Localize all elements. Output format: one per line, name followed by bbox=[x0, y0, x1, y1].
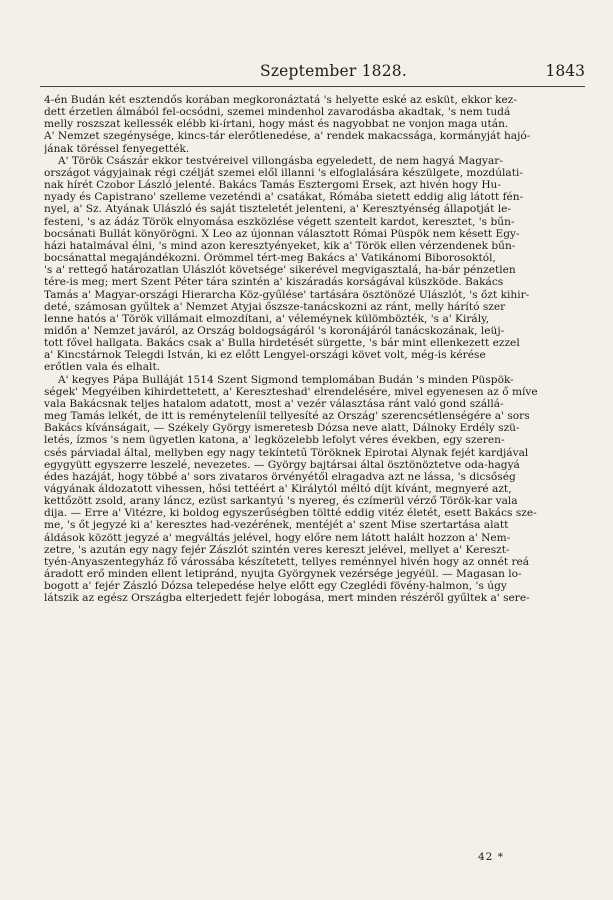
running-header bbox=[40, 62, 585, 86]
text-line: nyady és Capistrano' szelleme vezeténdi a' csatákat, Rómába sietett eddig alig látott fén- bbox=[44, 191, 524, 204]
text-line: zetre, 's azután egy nagy fejér Zászlót szintén veres kereszt jelével, mellyet a' Kereszt- bbox=[44, 543, 510, 556]
text-line: Tamás a' Magyar-országi Hierarcha Köz-gyűlése' tartására ösztönözé Ulászlót, 's őzt kihir- bbox=[44, 288, 530, 301]
text-line: a' Kincstárnok Telegdi István, ki ez előtt Lengyel-országi követ volt, még-is kérése bbox=[44, 349, 486, 362]
text-line: A' Nemzet szegénysége, kincs-tár elerőtlenedése, a' rendek makacssága, kormányját hajó- bbox=[44, 130, 531, 143]
text-line: országot vágyjainak régi czélját szemei elől illanni 's elfoglalására készülgete, mozdúlati- bbox=[44, 166, 523, 179]
text-line: meg Tamás lelkét, de itt is reményteleníil tellyesíté az Ország' szerencsétlenségére a' sors bbox=[44, 410, 530, 423]
text-line: áradott erő minden ellent letipránd, nyujta Györgynek vezérsége jegyéül. — Magasan lo- bbox=[44, 568, 522, 581]
header-rule bbox=[40, 86, 585, 87]
text-line: vágyának áldozatott vihessen, hősi tettéért a' Királytól méltó díjt kívánt, megnyeré azt, bbox=[44, 483, 512, 495]
text-line: tyén-Anyaszentegyház fő várossába készítetett, tellyes reménnyel hivén hogy az onnét reá bbox=[44, 555, 530, 568]
text-line: csés párviadal által, mellyben egy nagy tekíntetű Töröknek Epirotai Alynak fejét kardjával bbox=[44, 446, 529, 459]
paragraph bbox=[44, 94, 589, 155]
text-line: Bakács kívánságait, — Székely György ismeretesb Dózsa neve alatt, Dálnoky Erdély szü- bbox=[44, 422, 520, 435]
text-line: dija. — Erre a' Vitézre, ki boldog egyszerűségben töltté eddig vitéz életét, esett Bakács sze- bbox=[44, 507, 537, 520]
text-line: erőtlen vala és elhalt. bbox=[44, 361, 161, 374]
text-line: lenne hatós a' Török villámait elmozdítani, a' véleméynek külömbözték, 's a' Király, bbox=[44, 312, 490, 325]
text-line: festeni, 's az ádáz Török elnyomása eszközlése végett szentelt kardot, keresztet, 's bűn- bbox=[44, 215, 515, 228]
paragraph bbox=[44, 374, 589, 605]
text-line: tére-is meg; mert Szent Péter tára szintén a' kiszáradás korságával küszköde. Bakács bbox=[44, 276, 504, 289]
text-line: édes hazáját, hogy többé a' sors zivataros örvényétől elragadva azt ne lássa, 's dicsőség bbox=[44, 470, 516, 483]
text-line: kettőzött zsold, arany láncz, ezüst sarkantyú 's nyereg, és czímerül vérző Török-kar vala bbox=[44, 495, 518, 508]
text-line: bogott a' fejér Zászló Dózsa telepedése helye előtt egy Czeglédi fövény-halmon, 's úgy bbox=[44, 580, 507, 593]
text-line: me, 's őt jegyzé ki a' keresztes had-vezérének, mentéjét a' szent Mise szertartása alatt bbox=[44, 519, 509, 532]
header-title: Szeptember 1828. bbox=[260, 62, 407, 80]
text-line: deté, számosan gyűltek a' Nemzet Atyjai őszsze-tanácskozni az ránt, melly hárító szer bbox=[44, 300, 506, 313]
text-line: 's a' rettegő határozatlan Ulászlót követsége' sikerével megvigasztalá, ha-bár pénzetlen bbox=[44, 264, 516, 277]
text-line: A' kegyes Pápa Bulláját 1514 Szent Sigmond templomában Budán 's minden Püspök- bbox=[58, 373, 514, 386]
text-line: nyel, a' Sz. Atyának Ulászló és saját tiszteletét jelenteni, a' Keresztyénség állapotját le- bbox=[44, 203, 511, 216]
text-line: melly roszszat kellessék elébb ki-írtani, hogy mást és nagyobbat ne vonjon maga után. bbox=[44, 118, 509, 131]
text-line: látszik az egész Országba elterjedett fejér lobogása, mert minden részéről gyűltek a' sere- bbox=[44, 592, 530, 605]
text-line: házi hatalmával élni, 's mind azon keresztyényeket, kik a' Török ellen vérzendenek bűn- bbox=[44, 239, 516, 252]
text-line: letés, ízmos 's nem ügyetlen katona, a' legközelebb lefolyt véres években, egy szeren- bbox=[44, 434, 505, 447]
text-line: dett érzetlen álmából fel-ocsódni, szemei mindenhol zavarodásba akadtak, 's nem tudá bbox=[44, 106, 511, 119]
text-line: áldások között jegyzé a' megváltás jelével, hogy előre nem látott halált hozzon a' Nem- bbox=[44, 531, 511, 544]
page-number: 1843 bbox=[545, 62, 585, 80]
text-line: midőn a' Nemzet javáról, az Ország boldogságáról 's koronájáról tanácskozának, leüj- bbox=[44, 324, 505, 337]
text-line: egygyütt egyszerre leszelé, nevezetes. — György bajtársai által ösztönöztetve oda-hagyá bbox=[44, 458, 520, 471]
signature-mark: 42 * bbox=[478, 851, 504, 863]
article-body bbox=[44, 94, 589, 605]
text-line: jának töréssel fenyegették. bbox=[44, 142, 190, 155]
text-line: vala Bakácsnak teljes hatalom adatott, most a' vezér választása ránt való gond szállá- bbox=[44, 397, 504, 410]
text-line: bocsánati Bullát könyörögni. X Leo az újonnan választott Római Püspök nem késett Egy- bbox=[44, 227, 520, 240]
paragraph bbox=[44, 155, 589, 374]
text-line: ségek' Megyéiben kihirdettetett, a' Kereszteshad' elrendelésére, mivel egyenesen az ő míve bbox=[44, 385, 538, 398]
text-line: nak hírét Czobor László jelenté. Bakács Tamás Esztergomi Érsek, azt hivén hogy Hu- bbox=[44, 179, 501, 192]
text-line: bocsánattal megajándékozni. Örömmel tért-meg Bakács a' Vatikánomi Biborosoktól, bbox=[44, 252, 496, 265]
text-line: A' Török Császár ekkor testvéreivel villongásba egyeledett, de nem hagyá Magyar- bbox=[58, 154, 503, 167]
text-line: tott fővel hallgata. Bakács csak a' Bulla hirdetését sürgette, 's bár mint ellenkezett ezzel bbox=[44, 337, 520, 350]
text-line: 4-én Budán két esztendős korában megkoronáztatá 's helyette eské az esküt, ekkor kez- bbox=[44, 94, 517, 106]
